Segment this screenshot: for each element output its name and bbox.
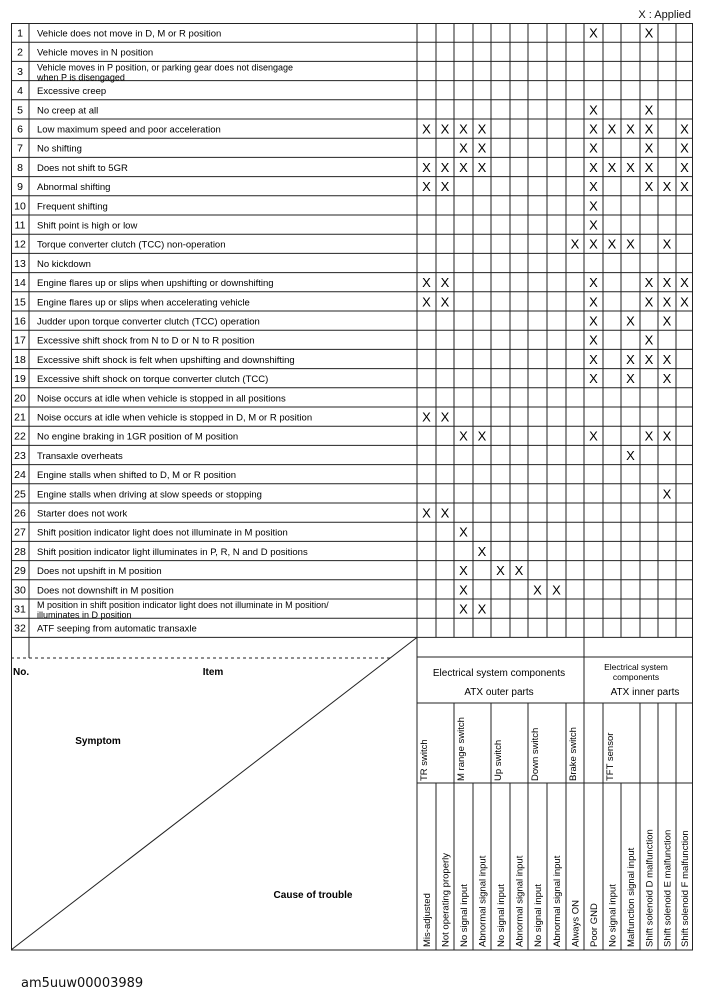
applied-mark: X <box>626 371 635 387</box>
applied-mark: X <box>459 601 468 617</box>
symptom-text: M position in shift position indicator light does not illuminate in M position/ <box>37 600 329 610</box>
cause-label: Shift solenoid F malfunction <box>680 830 691 947</box>
applied-mark: X <box>662 486 672 502</box>
cause-label: Abnormal signal input <box>552 855 563 947</box>
cause-label: Abnormal signal input <box>477 855 489 947</box>
applied-mark: X <box>662 179 672 195</box>
symptom-text: No engine braking in 1GR position of M position <box>37 431 239 443</box>
symptom-number: 18 <box>14 353 26 366</box>
symptom-number: 23 <box>14 449 26 462</box>
symptom-text: No kickdown <box>37 258 91 270</box>
applied-mark: X <box>589 121 598 137</box>
symptom-number: 31 <box>14 603 26 616</box>
cause-of-trouble-header: Cause of trouble <box>273 890 353 901</box>
applied-mark: X <box>662 351 672 367</box>
symptom-number: 5 <box>17 104 23 117</box>
applied-mark: X <box>626 351 635 367</box>
applied-mark: X <box>440 179 450 195</box>
applied-mark: X <box>644 179 654 195</box>
applied-mark: X <box>626 121 635 137</box>
applied-mark: X <box>477 159 487 175</box>
applied-mark: X <box>589 428 598 444</box>
applied-mark: X <box>422 275 431 291</box>
component-label: TR switch <box>419 739 430 781</box>
symptom-text: Noise occurs at idle when vehicle is stopped in D, M or R position <box>37 412 313 424</box>
applied-mark: X <box>589 140 598 156</box>
symptom-text: No shifting <box>37 143 82 155</box>
applied-mark: X <box>644 294 654 310</box>
symptom-text: Engine stalls when shifted to D, M or R position <box>37 470 237 482</box>
applied-mark: X <box>459 121 468 137</box>
symptom-text: Abnormal shifting <box>37 182 111 194</box>
applied-marks <box>422 26 689 617</box>
applied-mark: X <box>680 159 689 175</box>
symptom-text: Judder upon torque converter clutch (TCC) operation <box>37 316 260 328</box>
applied-mark: X <box>589 236 598 252</box>
symptom-number: 24 <box>14 469 26 482</box>
symptom-number: 11 <box>14 219 26 232</box>
cause-label: Poor GND <box>589 903 600 947</box>
symptom-number: 13 <box>14 257 26 270</box>
symptom-text: Frequent shifting <box>37 201 108 213</box>
applied-mark: X <box>626 313 635 329</box>
applied-mark: X <box>680 121 689 137</box>
no-header: No. <box>13 667 30 678</box>
component-label: M range switch <box>456 717 467 781</box>
applied-mark: X <box>644 25 654 41</box>
group-electrical-right-line2: components <box>612 672 660 682</box>
applied-mark: X <box>626 447 635 463</box>
atx-inner-parts-header: ATX inner parts <box>610 687 680 698</box>
applied-mark: X <box>607 159 617 175</box>
cause-label: Shift solenoid E malfunction <box>662 829 674 947</box>
applied-mark: X <box>589 313 598 329</box>
applied-mark: X <box>459 159 468 175</box>
applied-mark: X <box>459 563 468 579</box>
component-label: Brake switch <box>568 727 579 781</box>
symptom-text: when P is disengaged <box>37 72 125 83</box>
applied-mark: X <box>589 371 598 387</box>
applied-mark: X <box>662 236 672 252</box>
applied-mark: X <box>422 409 431 425</box>
applied-mark: X <box>589 25 598 41</box>
group-electrical-left: Electrical system components <box>432 668 566 679</box>
cause-label: No signal input <box>533 884 544 947</box>
cause-label: Malfunction signal input <box>626 847 637 947</box>
applied-mark: X <box>644 351 654 367</box>
applied-mark: X <box>589 198 598 214</box>
applied-mark: X <box>680 179 689 195</box>
symptom-number: 14 <box>14 277 26 290</box>
atx-outer-parts-header: ATX outer parts <box>464 687 534 698</box>
symptom-number: 28 <box>14 545 26 558</box>
symptom-text: No creep at all <box>37 105 99 117</box>
applied-mark: X <box>440 159 450 175</box>
symptom-text: ATF seeping from automatic transaxle <box>37 623 197 635</box>
applied-mark: X <box>680 294 689 310</box>
symptom-text: Does not shift to 5GR <box>37 162 128 174</box>
applied-mark: X <box>644 428 654 444</box>
cause-label: No signal input <box>459 884 470 947</box>
applied-mark: X <box>589 102 598 118</box>
symptom-number: 6 <box>17 123 23 136</box>
applied-mark: X <box>440 294 450 310</box>
applied-mark: X <box>589 179 598 195</box>
symptom-number: 2 <box>17 46 23 59</box>
symptom-number: 20 <box>14 392 26 405</box>
applied-mark: X <box>644 102 654 118</box>
component-label: TFT sensor <box>605 732 616 781</box>
applied-mark: X <box>440 121 450 137</box>
symptom-text: Excessive shift shock is felt when upshifting and downshifting <box>37 354 295 366</box>
applied-mark: X <box>626 236 635 252</box>
figure-code: am5uuw00003989 <box>21 976 144 991</box>
applied-mark: X <box>533 582 542 598</box>
header-diagonal <box>11 637 417 950</box>
symptom-number: 22 <box>14 430 26 443</box>
applied-mark: X <box>440 409 450 425</box>
applied-mark: X <box>644 332 654 348</box>
applied-mark: X <box>662 428 672 444</box>
symptom-number: 12 <box>14 238 26 251</box>
symptom-number: 15 <box>14 296 26 309</box>
cause-label: No signal input <box>607 884 619 947</box>
symptom-text: Vehicle moves in P position, or parking gear does not disengage <box>37 62 293 73</box>
component-label: Up switch <box>493 739 504 781</box>
applied-mark: X <box>662 294 672 310</box>
applied-mark: X <box>477 543 487 559</box>
applied-mark: X <box>644 275 654 291</box>
cause-label: Not operating properly <box>440 853 452 947</box>
component-label: Down switch <box>530 727 541 781</box>
symptom-text: Engine stalls when driving at slow speeds or stopping <box>37 489 262 501</box>
table-header <box>13 662 691 947</box>
applied-mark: X <box>662 275 672 291</box>
symptom-number: 10 <box>14 200 26 213</box>
applied-mark: X <box>644 121 654 137</box>
symptom-text: Vehicle moves in N position <box>37 47 154 59</box>
symptom-number: 29 <box>14 565 26 578</box>
symptom-text: Does not upshift in M position <box>37 566 162 578</box>
symptom-text: illuminates in D position <box>37 610 132 620</box>
symptom-text: Excessive creep <box>37 86 107 98</box>
applied-mark: X <box>607 121 617 137</box>
applied-mark: X <box>552 582 561 598</box>
symptom-text: Shift point is high or low <box>37 220 138 232</box>
symptom-number: 26 <box>14 507 26 520</box>
applied-mark: X <box>589 294 598 310</box>
applied-mark: X <box>459 582 468 598</box>
symptom-number: 30 <box>14 584 26 597</box>
symptom-number: 3 <box>17 65 23 78</box>
applied-mark: X <box>589 332 598 348</box>
cause-label: Always ON <box>570 900 582 947</box>
symptom-cause-table <box>11 23 693 953</box>
cause-label: No signal input <box>496 884 507 947</box>
symptom-text: Noise occurs at idle when vehicle is stopped in all positions <box>37 393 286 405</box>
applied-mark: X <box>589 217 598 233</box>
cause-label: Shift solenoid D malfunction <box>644 829 656 947</box>
applied-mark: X <box>607 236 617 252</box>
applied-mark: X <box>644 140 654 156</box>
applied-mark: X <box>440 505 450 521</box>
applied-mark: X <box>626 159 635 175</box>
applied-mark: X <box>459 524 468 540</box>
symptom-header: Symptom <box>75 736 121 747</box>
item-header: Item <box>202 667 224 678</box>
applied-mark: X <box>662 313 672 329</box>
applied-mark: X <box>459 140 468 156</box>
symptom-number: 4 <box>17 85 23 98</box>
applied-mark: X <box>477 428 487 444</box>
applied-mark: X <box>422 294 431 310</box>
symptom-number: 9 <box>17 181 23 194</box>
applied-mark: X <box>680 275 689 291</box>
symptom-text: Vehicle does not move in D, M or R position <box>37 28 222 40</box>
cause-label: Abnormal signal input <box>514 855 526 947</box>
symptom-number: 1 <box>17 27 23 40</box>
applied-mark: X <box>589 275 598 291</box>
symptom-number: 17 <box>14 334 26 347</box>
symptom-number: 27 <box>14 526 26 539</box>
applied-mark: X <box>589 159 598 175</box>
applied-mark: X <box>570 236 580 252</box>
symptom-number: 8 <box>17 161 23 174</box>
applied-mark: X <box>680 140 689 156</box>
symptom-number: 19 <box>14 373 26 386</box>
symptom-text: Low maximum speed and poor acceleration <box>37 124 221 136</box>
applied-mark: X <box>459 428 468 444</box>
symptom-text: Transaxle overheats <box>37 450 123 462</box>
symptom-number: 7 <box>17 142 23 155</box>
symptom-text: Shift position indicator light does not illuminate in M position <box>37 527 288 539</box>
symptom-number: 16 <box>14 315 26 328</box>
applied-mark: X <box>422 505 431 521</box>
symptom-text: Engine flares up or slips when accelerating vehicle <box>37 297 250 309</box>
applied-mark: X <box>422 159 431 175</box>
applied-mark: X <box>514 563 524 579</box>
symptom-text: Excessive shift shock on torque converter clutch (TCC) <box>37 374 269 386</box>
group-electrical-right-line1: Electrical system <box>604 662 668 672</box>
symptom-text: Torque converter clutch (TCC) non-operation <box>37 239 226 251</box>
applied-mark: X <box>662 371 672 387</box>
applied-mark: X <box>477 601 487 617</box>
cause-label: Mis-adjusted <box>422 893 433 947</box>
symptom-text: Engine flares up or slips when upshifting or downshifting <box>37 278 274 290</box>
applied-mark: X <box>477 140 487 156</box>
applied-legend: X : Applied <box>638 9 691 21</box>
applied-mark: X <box>644 159 654 175</box>
symptom-text: Starter does not work <box>37 508 128 520</box>
symptom-number: 25 <box>14 488 26 501</box>
symptom-text: Does not downshift in M position <box>37 585 174 597</box>
applied-mark: X <box>440 275 450 291</box>
symptom-text: Excessive shift shock from N to D or N to R position <box>37 335 255 347</box>
applied-mark: X <box>589 351 598 367</box>
symptom-number: 32 <box>14 622 26 635</box>
applied-mark: X <box>496 563 505 579</box>
symptom-number: 21 <box>14 411 26 424</box>
applied-mark: X <box>477 121 487 137</box>
symptom-text: Shift position indicator light illuminates in P, R, N and D positions <box>37 546 308 558</box>
applied-mark: X <box>422 121 431 137</box>
applied-mark: X <box>422 179 431 195</box>
